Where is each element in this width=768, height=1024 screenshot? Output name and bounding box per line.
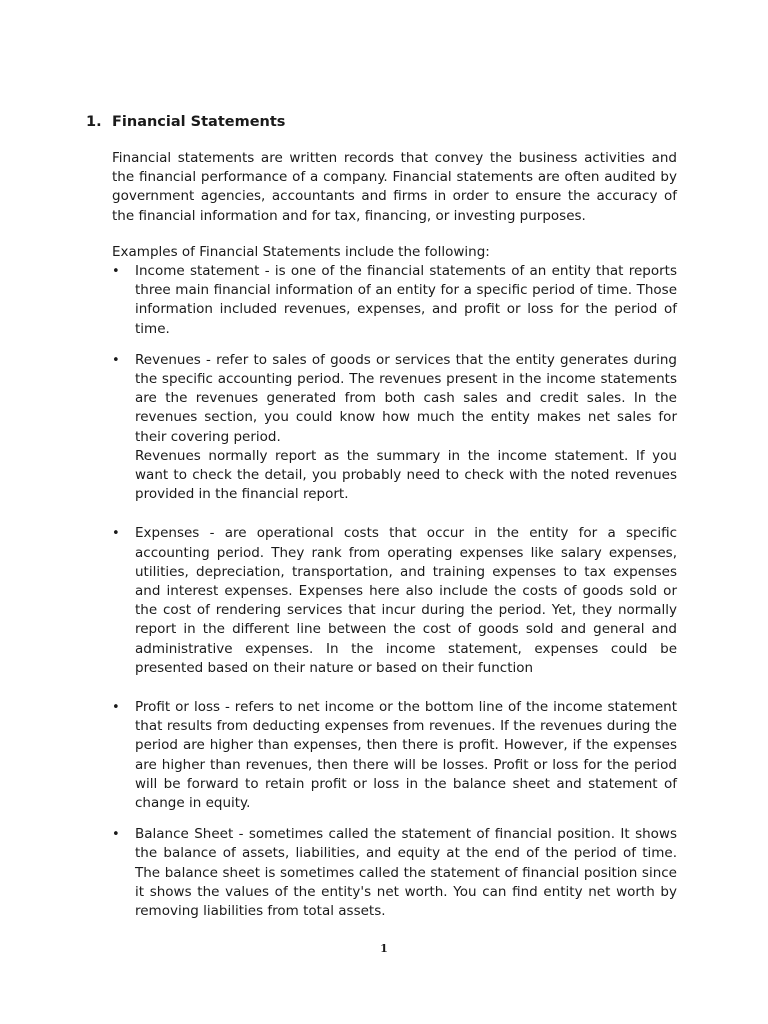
list-item-profit-or-loss bbox=[112, 698, 677, 813]
list-item-text: Profit or loss - refers to net income or the bottom line of the income statement that results from deducting expenses from revenues. If the revenues during the period are higher than expenses, then there is profit. However, if the expenses are higher than revenues, then there will be losses. Profit or loss for the period will be forward to retain profit or loss in the balance sheet and statement of change in equity. bbox=[135, 699, 677, 812]
list-item-expenses bbox=[112, 524, 677, 678]
bullet-icon: • bbox=[112, 700, 120, 716]
statement-list bbox=[112, 262, 677, 921]
list-item-income-statement bbox=[112, 262, 677, 339]
list-item-text: Balance Sheet - sometimes called the statement of financial position. It shows the balance of assets, liabilities, and equity at the end of the period of time. The balance sheet is sometimes called the statement of financial position since it shows the values of the entity's net worth. You can find entity net worth by removing liabilities from total assets. bbox=[135, 826, 677, 920]
list-item-text: Revenues - refer to sales of goods or services that the entity generates during the specific accounting period. The revenues present in the income statements are the revenues generated from both cash sales and credit sales. In the revenues section, you could know how much the entity makes net sales for their covering period. bbox=[135, 351, 677, 445]
list-item-text-continued: Revenues normally report as the summary in the income statement. If you want to check the detail, you probably need to check with the noted revenues provided in the financial report. bbox=[135, 447, 677, 503]
bullet-icon: • bbox=[112, 827, 120, 843]
bullet-icon: • bbox=[112, 526, 120, 542]
examples-lead: Examples of Financial Statements include the following: bbox=[112, 244, 490, 260]
list-item-balance-sheet bbox=[112, 825, 677, 921]
section-number: 1. bbox=[86, 114, 102, 130]
list-item-text: Income statement - is one of the financial statements of an entity that reports three main financial information of an entity for a specific period of time. Those information included revenues, expenses, and profit or loss for the period of time. bbox=[135, 263, 677, 337]
bullet-icon: • bbox=[112, 264, 120, 279]
bullet-icon: • bbox=[112, 352, 120, 368]
section-title: Financial Statements bbox=[112, 114, 286, 130]
list-item-text: Expenses - are operational costs that occur in the entity for a specific accounting period. They rank from operating expenses like salary expenses, utilities, depreciation, transportation, and training expenses to tax expenses and interest expenses. Expenses here also include the costs of goods sold or the cost of rendering services that incur during the period. Yet, they normally report in the different line between the cost of goods sold and general and administrative expenses. In the income statement, expenses could be presented based on their nature or based on their function bbox=[135, 525, 677, 676]
intro-paragraph: Financial statements are written records that convey the business activities and the financial performance of a company. Financial statements are often audited by government agencies, accountants and firms in order to ensure the accuracy of the financial information and for tax, financing, or investing purposes. bbox=[112, 150, 677, 224]
list-item-revenues bbox=[112, 351, 677, 505]
page-number: 1 bbox=[380, 942, 388, 955]
section-heading bbox=[86, 112, 285, 132]
